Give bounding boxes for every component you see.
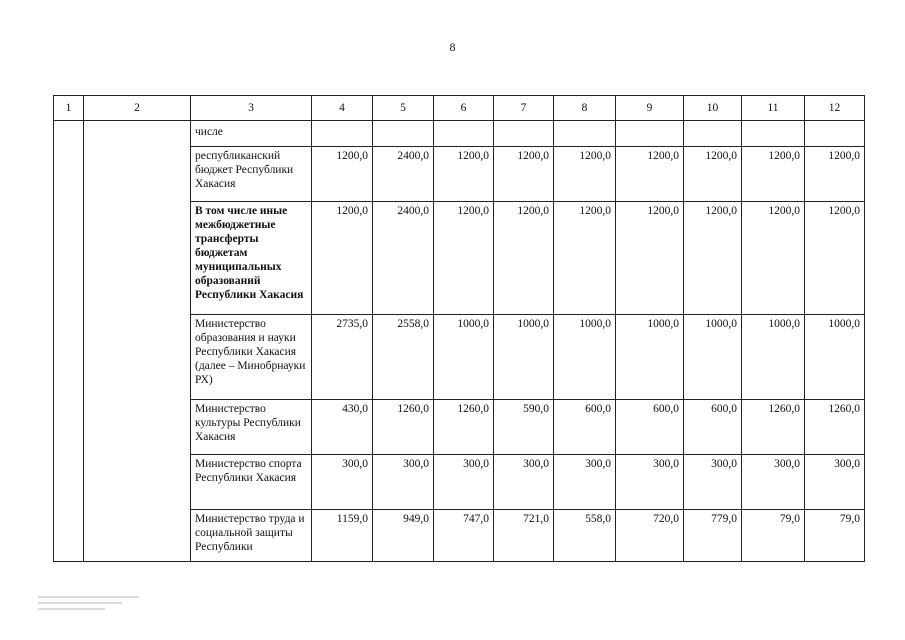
value-cell: 1200,0 xyxy=(494,202,554,315)
value-cell: 1200,0 xyxy=(494,147,554,202)
budget-table xyxy=(53,95,865,562)
value-cell: 2400,0 xyxy=(373,147,434,202)
page-number: 8 xyxy=(449,40,456,54)
value-cell: 1260,0 xyxy=(434,400,494,455)
value-cell: 1000,0 xyxy=(434,315,494,400)
value-cell: 1260,0 xyxy=(373,400,434,455)
col-1-cell xyxy=(54,121,84,562)
value-cell: 1200,0 xyxy=(554,202,616,315)
value-cell: 747,0 xyxy=(434,510,494,562)
table-row xyxy=(54,121,865,147)
row-description: республиканский бюджет Республики Хакасия xyxy=(191,147,312,202)
value-cell: 1200,0 xyxy=(684,147,742,202)
row-description: Министерство культуры Республики Хакасия xyxy=(191,400,312,455)
value-cell xyxy=(312,121,373,147)
value-cell: 1000,0 xyxy=(805,315,865,400)
row-description: Министерство труда и социальной защиты Республики xyxy=(191,510,312,562)
value-cell: 2400,0 xyxy=(373,202,434,315)
table-body xyxy=(54,121,865,562)
header-row xyxy=(54,96,865,121)
value-cell: 300,0 xyxy=(805,455,865,510)
value-cell: 79,0 xyxy=(805,510,865,562)
column-header: 3 xyxy=(191,96,312,121)
value-cell: 590,0 xyxy=(494,400,554,455)
column-header: 7 xyxy=(494,96,554,121)
value-cell: 1260,0 xyxy=(805,400,865,455)
value-cell: 1200,0 xyxy=(434,147,494,202)
value-cell: 600,0 xyxy=(554,400,616,455)
value-cell: 2735,0 xyxy=(312,315,373,400)
row-description: Министерство спорта Республики Хакасия xyxy=(191,455,312,510)
value-cell: 1200,0 xyxy=(312,202,373,315)
value-cell: 1000,0 xyxy=(742,315,805,400)
value-cell: 949,0 xyxy=(373,510,434,562)
value-cell: 1200,0 xyxy=(312,147,373,202)
column-header: 11 xyxy=(742,96,805,121)
value-cell: 300,0 xyxy=(494,455,554,510)
value-cell: 558,0 xyxy=(554,510,616,562)
value-cell: 720,0 xyxy=(616,510,684,562)
value-cell: 600,0 xyxy=(684,400,742,455)
column-header: 1 xyxy=(54,96,84,121)
column-header: 12 xyxy=(805,96,865,121)
value-cell: 721,0 xyxy=(494,510,554,562)
value-cell: 1200,0 xyxy=(616,147,684,202)
value-cell: 1000,0 xyxy=(684,315,742,400)
value-cell: 1200,0 xyxy=(684,202,742,315)
value-cell: 300,0 xyxy=(434,455,494,510)
value-cell xyxy=(554,121,616,147)
value-cell: 1200,0 xyxy=(742,147,805,202)
column-header: 2 xyxy=(84,96,191,121)
value-cell: 300,0 xyxy=(742,455,805,510)
value-cell xyxy=(742,121,805,147)
value-cell: 600,0 xyxy=(616,400,684,455)
value-cell xyxy=(684,121,742,147)
row-description: Министерство образования и науки Республики Хакасия (далее – Минобрнауки РХ) xyxy=(191,315,312,400)
column-header: 6 xyxy=(434,96,494,121)
row-description: числе xyxy=(191,121,312,147)
value-cell: 300,0 xyxy=(312,455,373,510)
value-cell xyxy=(373,121,434,147)
value-cell: 779,0 xyxy=(684,510,742,562)
value-cell: 1200,0 xyxy=(554,147,616,202)
value-cell: 1000,0 xyxy=(616,315,684,400)
value-cell: 1200,0 xyxy=(805,147,865,202)
value-cell: 300,0 xyxy=(554,455,616,510)
value-cell xyxy=(805,121,865,147)
value-cell: 1200,0 xyxy=(616,202,684,315)
column-header: 9 xyxy=(616,96,684,121)
column-header: 8 xyxy=(554,96,616,121)
value-cell: 1200,0 xyxy=(805,202,865,315)
value-cell: 300,0 xyxy=(616,455,684,510)
value-cell: 79,0 xyxy=(742,510,805,562)
column-header: 5 xyxy=(373,96,434,121)
value-cell xyxy=(434,121,494,147)
value-cell: 1260,0 xyxy=(742,400,805,455)
col-2-cell xyxy=(84,121,191,562)
value-cell: 430,0 xyxy=(312,400,373,455)
value-cell xyxy=(616,121,684,147)
value-cell: 1200,0 xyxy=(434,202,494,315)
column-header: 4 xyxy=(312,96,373,121)
value-cell: 2558,0 xyxy=(373,315,434,400)
faded-stamp xyxy=(38,592,150,622)
row-description: В том числе иные межбюджетные трансферты бюджетам муниципальных образований Республики Хакасия xyxy=(191,202,312,315)
value-cell: 300,0 xyxy=(373,455,434,510)
value-cell: 1159,0 xyxy=(312,510,373,562)
value-cell: 1000,0 xyxy=(494,315,554,400)
value-cell: 1000,0 xyxy=(554,315,616,400)
value-cell: 1200,0 xyxy=(742,202,805,315)
value-cell: 300,0 xyxy=(684,455,742,510)
column-header: 10 xyxy=(684,96,742,121)
value-cell xyxy=(494,121,554,147)
